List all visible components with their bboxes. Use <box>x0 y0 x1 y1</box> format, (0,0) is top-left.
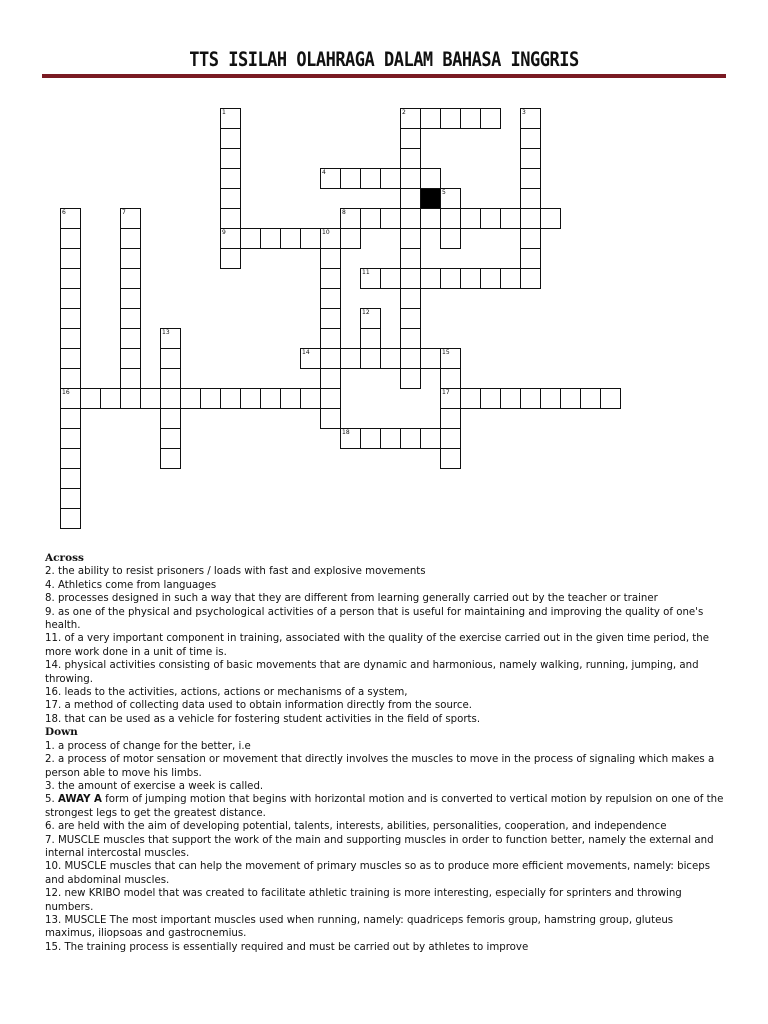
grid-cell[interactable] <box>440 268 461 289</box>
down-clue <box>45 753 725 780</box>
grid-cell[interactable] <box>320 408 341 429</box>
clue-number: 9. <box>45 606 58 618</box>
page-title: TTS ISILAH OLAHRAGA DALAM BAHASA INGGRIS <box>189 48 579 72</box>
grid-cell[interactable] <box>300 228 321 249</box>
clue-text: as one of the physical and psychological activities of a person that is useful for maintaining and improving the quality of one's health. <box>45 606 704 632</box>
grid-cell[interactable] <box>420 168 441 189</box>
grid-cell[interactable] <box>140 388 161 409</box>
across-clue <box>45 632 725 659</box>
grid-cell[interactable] <box>120 288 141 309</box>
grid-cell[interactable] <box>320 388 341 409</box>
grid-cell[interactable] <box>480 208 501 229</box>
grid-cell[interactable] <box>120 368 141 389</box>
grid-cell[interactable] <box>120 388 141 409</box>
clue-number: 18. <box>45 713 65 725</box>
clue-number: 2. <box>45 566 58 578</box>
grid-cell[interactable] <box>220 168 241 189</box>
clue-text: MUSCLE muscles that can help the movement of primary muscles so as to produce more efficient movements, namely: biceps and abdominal muscles. <box>45 861 711 886</box>
down-clue <box>45 834 725 861</box>
grid-cell[interactable] <box>320 348 341 369</box>
grid-cell[interactable] <box>60 248 81 269</box>
clue-number: 4. <box>45 579 58 591</box>
grid-cell[interactable] <box>360 168 381 189</box>
clue-number: 1. <box>45 740 58 752</box>
cell-number: 12 <box>362 309 370 316</box>
grid-cell[interactable] <box>400 308 421 329</box>
across-clue <box>45 713 725 726</box>
grid-cell[interactable] <box>440 108 461 129</box>
across-clue <box>45 686 725 699</box>
grid-cell[interactable] <box>460 208 481 229</box>
cell-number: 16 <box>62 389 70 396</box>
clue-number: 13. <box>45 914 65 926</box>
grid-cell[interactable] <box>360 328 381 349</box>
grid-cell[interactable] <box>340 348 361 369</box>
clue-number: 8. <box>45 593 58 605</box>
grid-cell[interactable] <box>500 208 521 229</box>
grid-cell[interactable] <box>520 148 541 169</box>
grid-cell[interactable] <box>100 388 121 409</box>
grid-cell[interactable] <box>120 328 141 349</box>
grid-cell[interactable] <box>440 228 461 249</box>
grid-cell[interactable] <box>300 388 321 409</box>
grid-cell[interactable] <box>400 248 421 269</box>
grid-cell[interactable] <box>120 308 141 329</box>
grid-cell[interactable] <box>520 128 541 149</box>
clue-number: 10. <box>45 861 65 873</box>
grid-cell[interactable] <box>420 268 441 289</box>
clue-text: physical activities consisting of basic movements that are dynamic and harmonious, namely walking, running, jumping, and throwing. <box>45 660 699 685</box>
grid-cell[interactable] <box>160 348 181 369</box>
grid-cell[interactable] <box>400 368 421 389</box>
grid-cell[interactable] <box>340 228 361 249</box>
grid-cell[interactable] <box>520 168 541 189</box>
grid-cell[interactable] <box>560 388 581 409</box>
grid-cell[interactable] <box>120 228 141 249</box>
grid-cell[interactable] <box>500 388 521 409</box>
grid-cell[interactable] <box>480 388 501 409</box>
grid-cell[interactable] <box>440 408 461 429</box>
clue-list <box>45 552 725 954</box>
down-heading: Down <box>45 726 78 739</box>
across-clue <box>45 579 725 592</box>
grid-cell[interactable] <box>280 228 301 249</box>
grid-cell[interactable] <box>400 128 421 149</box>
grid-cell[interactable] <box>80 388 101 409</box>
cell-number: 11 <box>362 269 370 276</box>
grid-cell[interactable] <box>120 348 141 369</box>
grid-cell[interactable] <box>400 428 421 449</box>
clue-number: 5. <box>45 794 58 806</box>
grid-cell[interactable] <box>520 188 541 209</box>
grid-cell[interactable] <box>440 368 461 389</box>
grid-cell[interactable] <box>260 388 281 409</box>
grid-cell[interactable] <box>160 448 181 469</box>
grid-cell[interactable] <box>220 188 241 209</box>
grid-cell[interactable] <box>440 208 461 229</box>
grid-cell[interactable] <box>480 268 501 289</box>
across-clue <box>45 565 725 578</box>
cell-number: 9 <box>222 229 226 236</box>
grid-cell[interactable] <box>60 488 81 509</box>
clue-text: of a very important component in training, associated with the quality of the exercise carried out in the given time period, the more work done in a unit of time is. <box>45 633 710 658</box>
grid-cell[interactable] <box>340 168 361 189</box>
clue-number: 14. <box>45 660 65 672</box>
grid-cell[interactable] <box>360 428 381 449</box>
grid-cell[interactable] <box>380 348 401 369</box>
clue-number: 11. <box>45 633 65 645</box>
grid-cell[interactable] <box>60 328 81 349</box>
clue-text: are held with the aim of developing potential, talents, interests, abilities, personalities, cooperation, and independence <box>57 821 667 833</box>
cell-number: 15 <box>442 349 450 356</box>
down-clues <box>45 740 725 955</box>
grid-cell[interactable] <box>400 268 421 289</box>
cell-number: 13 <box>162 329 170 336</box>
grid-cell[interactable] <box>400 288 421 309</box>
clue-number: 16. <box>45 687 65 699</box>
grid-cell[interactable] <box>400 348 421 369</box>
grid-cell[interactable] <box>320 268 341 289</box>
down-clue <box>45 941 725 954</box>
cell-number: 14 <box>302 349 310 356</box>
down-clue <box>45 860 725 887</box>
clue-text: leads to the activities, actions, actions or mechanisms of a system, <box>64 687 408 699</box>
grid-cell[interactable] <box>160 428 181 449</box>
clue-text: a process of change for the better, i.e <box>57 740 251 752</box>
clue-number: 7. <box>45 834 58 846</box>
grid-cell[interactable] <box>520 208 541 229</box>
clue-text: a process of motor sensation or movement that directly involves the muscles to move in the process of signaling which makes a person able to move his limbs. <box>45 754 715 779</box>
clue-text: that can be used as a vehicle for fostering student activities in the field of sports. <box>64 713 481 725</box>
grid-cell[interactable] <box>520 388 541 409</box>
grid-cell[interactable] <box>60 408 81 429</box>
grid-cell[interactable] <box>60 468 81 489</box>
down-clue <box>45 740 725 753</box>
grid-cell[interactable] <box>220 388 241 409</box>
grid-cell[interactable] <box>400 328 421 349</box>
grid-cell[interactable] <box>60 368 81 389</box>
cell-number: 7 <box>122 209 126 216</box>
grid-cell[interactable] <box>580 388 601 409</box>
grid-cell[interactable] <box>460 268 481 289</box>
grid-cell[interactable] <box>60 308 81 329</box>
grid-cell[interactable] <box>520 228 541 249</box>
clue-text: The training process is essentially required and must be carried out by athletes to improve <box>64 941 529 953</box>
clue-text: Athletics come from languages <box>57 579 217 591</box>
grid-cell[interactable] <box>60 228 81 249</box>
cell-number: 2 <box>402 109 406 116</box>
across-clue <box>45 699 725 712</box>
grid-cell[interactable] <box>380 268 401 289</box>
grid-cell[interactable] <box>380 208 401 229</box>
grid-cell[interactable] <box>60 288 81 309</box>
grid-cell[interactable] <box>420 108 441 129</box>
grid-cell[interactable] <box>160 408 181 429</box>
grid-cell[interactable] <box>60 268 81 289</box>
grid-cell[interactable] <box>60 428 81 449</box>
clue-text: MUSCLE The most important muscles used when running, namely: quadriceps femoris group, hamstring group, gluteus maximus, iliopsoas and gastrocnemius. <box>45 914 674 940</box>
grid-cell[interactable] <box>280 388 301 409</box>
grid-cell[interactable] <box>400 148 421 169</box>
cell-number: 3 <box>522 109 526 116</box>
clue-text: form of jumping motion that begins with horizontal motion and is converted to vertical motion by repulsion on one of the strongest legs to get the greatest distance. <box>45 794 724 819</box>
grid-cell[interactable] <box>420 428 441 449</box>
across-heading: Across <box>45 552 84 564</box>
grid-cell[interactable] <box>440 428 461 449</box>
grid-cell[interactable] <box>320 328 341 349</box>
cell-number: 1 <box>222 109 226 116</box>
clue-number: 6. <box>45 821 58 833</box>
clue-text: the amount of exercise a week is called. <box>57 780 264 792</box>
cell-number: 5 <box>442 189 446 196</box>
grid-cell[interactable] <box>460 108 481 129</box>
clue-number: 2. <box>45 754 58 766</box>
grid-cell[interactable] <box>500 268 521 289</box>
grid-cell[interactable] <box>120 248 141 269</box>
grid-cell[interactable] <box>360 348 381 369</box>
clue-number: 3. <box>45 780 58 792</box>
grid-cell[interactable] <box>400 228 421 249</box>
clue-text: processes designed in such a way that they are different from learning generally carried out by the teacher or trainer <box>57 593 658 605</box>
down-clue <box>45 914 725 941</box>
grid-cell[interactable] <box>200 388 221 409</box>
across-clues <box>45 565 725 726</box>
cell-number: 4 <box>322 169 326 176</box>
grid-cell[interactable] <box>60 348 81 369</box>
grid-cell[interactable] <box>320 368 341 389</box>
clue-text: new KRIBO model that was created to facilitate athletic training is more interesting, especially for sprinters and throwing numbers. <box>45 888 682 913</box>
grid-cell[interactable] <box>260 228 281 249</box>
cell-number: 18 <box>342 429 350 436</box>
clue-text: the ability to resist prisoners / loads with fast and explosive movements <box>57 566 426 578</box>
grid-cell[interactable] <box>380 428 401 449</box>
clue-text: a method of collecting data used to obtain information directly from the source. <box>64 700 473 712</box>
across-clue <box>45 592 725 605</box>
grid-cell[interactable] <box>380 168 401 189</box>
grid-cell[interactable] <box>220 248 241 269</box>
cell-number: 8 <box>342 209 346 216</box>
down-clue <box>45 820 725 833</box>
grid-cell[interactable] <box>220 148 241 169</box>
clue-text: MUSCLE muscles that support the work of the main and supporting muscles in order to function better, namely the external and internal intercostal muscles. <box>45 834 714 859</box>
grid-cell[interactable] <box>160 368 181 389</box>
grid-cell[interactable] <box>600 388 621 409</box>
clue-number: 17. <box>45 700 65 712</box>
down-clue <box>45 887 725 914</box>
across-clue <box>45 659 725 686</box>
grid-cell[interactable] <box>520 268 541 289</box>
grid-cell[interactable] <box>540 388 561 409</box>
grid-cell[interactable] <box>240 388 261 409</box>
grid-cell[interactable] <box>440 448 461 469</box>
grid-cell[interactable] <box>540 208 561 229</box>
grid-cell[interactable] <box>220 208 241 229</box>
grid-cell[interactable] <box>240 228 261 249</box>
grid-cell[interactable] <box>320 288 341 309</box>
grid-cell[interactable] <box>360 208 381 229</box>
grid-cell[interactable] <box>160 388 181 409</box>
grid-cell[interactable] <box>180 388 201 409</box>
clue-number: 12. <box>45 888 65 900</box>
grid-cell[interactable] <box>220 128 241 149</box>
down-clue <box>45 780 725 793</box>
across-clue <box>45 606 725 633</box>
clue-lead: AWAY A <box>57 794 102 806</box>
grid-cell[interactable] <box>420 348 441 369</box>
cell-number: 6 <box>62 209 66 216</box>
clue-number: 15. <box>45 941 65 953</box>
grid-cell[interactable] <box>400 188 421 209</box>
grid-cell[interactable] <box>460 388 481 409</box>
grid-cell[interactable] <box>480 108 501 129</box>
grid-cell[interactable] <box>320 308 341 329</box>
grid-cell[interactable] <box>400 208 421 229</box>
grid-cell[interactable] <box>60 508 81 529</box>
grid-cell[interactable] <box>420 208 441 229</box>
down-clue <box>45 793 725 820</box>
cell-number: 10 <box>322 229 330 236</box>
grid-cell[interactable] <box>520 248 541 269</box>
grid-cell[interactable] <box>400 168 421 189</box>
grid-cell[interactable] <box>120 268 141 289</box>
grid-cell[interactable] <box>60 448 81 469</box>
cell-number: 17 <box>442 389 450 396</box>
grid-cell[interactable] <box>320 248 341 269</box>
blocked-cell <box>420 188 441 209</box>
